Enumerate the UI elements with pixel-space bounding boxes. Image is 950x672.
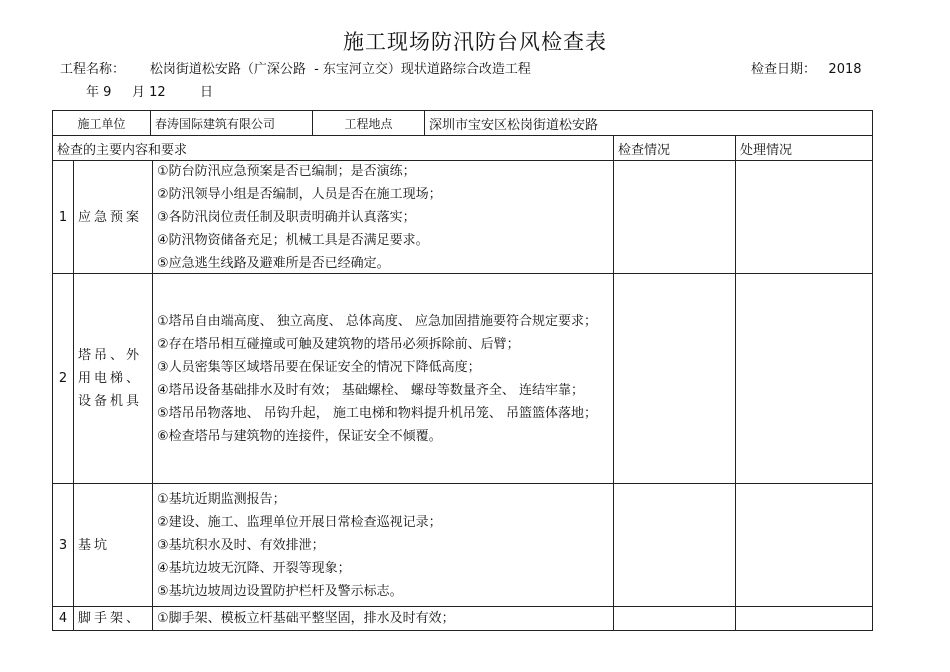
handling-result-cell[interactable] bbox=[736, 274, 873, 484]
handling-result-cell[interactable] bbox=[736, 607, 873, 631]
row-category: 基坑 bbox=[74, 484, 153, 606]
requirement-item: ①防台防汛应急预案是否已编制；是否演练； bbox=[157, 163, 416, 179]
row-number: 2 bbox=[53, 274, 74, 483]
requirement-item: ⑥检查塔吊与建筑物的连接件，保证安全不倾覆。 bbox=[157, 428, 442, 444]
date-day-part: 月 12 bbox=[132, 85, 166, 100]
check-result-cell[interactable] bbox=[614, 274, 736, 484]
requirement-item: ②存在塔吊相互碰撞或可触及建筑物的塔吊必须拆除前、后臂； bbox=[157, 336, 520, 352]
requirement-item: ③基坑积水及时、有效排泄； bbox=[157, 537, 325, 553]
project-site-value: 深圳市宝安区松岗街道松安路 bbox=[425, 111, 873, 136]
row-category: 应急预案 bbox=[74, 161, 153, 273]
project-name-line bbox=[60, 58, 531, 77]
requirement-item: ④塔吊设备基础排水及时有效； 基础螺栓、 螺母等数量齐全、 连结牢靠； bbox=[157, 382, 585, 398]
requirement-item: ⑤基坑边坡周边设置防护栏杆及警示标志。 bbox=[157, 583, 403, 599]
table-row bbox=[53, 484, 873, 607]
inspection-date-line bbox=[751, 58, 862, 77]
row-requirements bbox=[153, 484, 613, 606]
unit-row bbox=[53, 111, 873, 136]
date-end-part: 日 bbox=[200, 85, 214, 100]
row-category: 脚手架、 bbox=[74, 607, 153, 630]
table-row bbox=[53, 607, 873, 631]
construction-unit-label: 施工单位 bbox=[53, 111, 151, 136]
page-title: 施工现场防汛防台风检查表 bbox=[343, 30, 607, 54]
handling-result-cell[interactable] bbox=[736, 161, 873, 274]
construction-unit-value: 春涛国际建筑有限公司 bbox=[151, 111, 313, 136]
requirement-item: ②防汛领导小组是否编制，人员是否在施工现场； bbox=[157, 186, 442, 202]
project-name-label: 工程名称： bbox=[60, 62, 126, 77]
check-result-cell[interactable] bbox=[614, 607, 736, 631]
requirement-item: ⑤塔吊吊物落地、 吊钩升起， 施工电梯和物料提升机吊笼、 吊篮篮体落地； bbox=[157, 405, 598, 421]
row-number: 3 bbox=[53, 484, 74, 606]
inspection-table bbox=[52, 110, 873, 631]
row-requirements bbox=[153, 607, 613, 630]
col-content-header: 检查的主要内容和要求 bbox=[53, 136, 614, 161]
requirement-item: ③人员密集等区域塔吊要在保证安全的情况下降低高度； bbox=[157, 359, 481, 375]
check-result-cell[interactable] bbox=[614, 161, 736, 274]
requirement-item: ④防汛物资储备充足；机械工具是否满足要求。 bbox=[157, 232, 429, 248]
inspection-date-year: 2018 bbox=[828, 62, 862, 77]
col-check-header: 检查情况 bbox=[614, 136, 736, 161]
requirement-item: ②建设、施工、监理单位开展日常检查巡视记录； bbox=[157, 514, 442, 530]
row-number: 1 bbox=[53, 161, 74, 273]
requirement-item: ⑤应急逃生线路及避难所是否已经确定。 bbox=[157, 255, 390, 271]
row-requirements bbox=[153, 274, 613, 483]
requirement-item: ①塔吊自由端高度、 独立高度、 总体高度、 应急加固措施要符合规定要求； bbox=[157, 313, 598, 329]
inspection-date-continued bbox=[86, 81, 213, 100]
column-header-row bbox=[53, 136, 873, 161]
table-row bbox=[53, 274, 873, 484]
check-result-cell[interactable] bbox=[614, 484, 736, 607]
requirement-item: ①脚手架、模板立杆基础平整坚固，排水及时有效； bbox=[157, 611, 455, 626]
requirement-item: ③各防汛岗位责任制及职责明确并认真落实； bbox=[157, 209, 416, 225]
handling-result-cell[interactable] bbox=[736, 484, 873, 607]
project-site-label: 工程地点 bbox=[313, 111, 425, 136]
col-handle-header: 处理情况 bbox=[736, 136, 873, 161]
requirement-item: ④基坑边坡无沉降、开裂等现象； bbox=[157, 560, 351, 576]
row-number: 4 bbox=[53, 607, 74, 630]
row-requirements bbox=[153, 161, 613, 273]
requirement-item: ①基坑近期监测报告； bbox=[157, 491, 286, 507]
date-month-part: 年 9 bbox=[86, 85, 112, 100]
row-category: 塔吊、外用电梯、设备机具 bbox=[74, 274, 153, 483]
table-row bbox=[53, 161, 873, 274]
project-name-value: 松岗街道松安路（广深公路 - 东宝河立交）现状道路综合改造工程 bbox=[149, 62, 531, 77]
inspection-date-label: 检查日期： bbox=[751, 62, 817, 77]
